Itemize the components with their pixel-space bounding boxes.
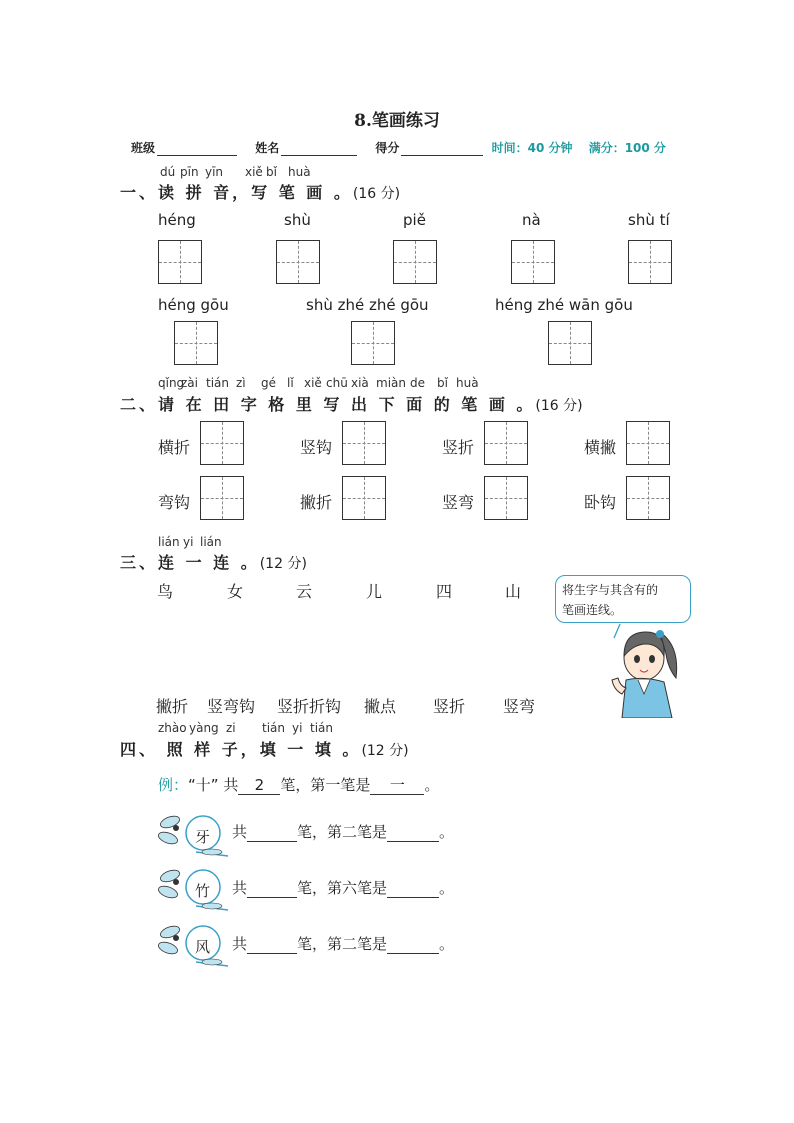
pinyin: miàn xyxy=(376,376,406,390)
full-score-text: 满分：100 分 xyxy=(588,141,666,155)
score-blank[interactable] xyxy=(401,143,483,156)
dragonfly-badge xyxy=(156,866,236,912)
pinyin: gé xyxy=(261,376,276,390)
pinyin: qǐng xyxy=(158,376,185,390)
bubble-line: 笔画连线。 xyxy=(562,603,623,617)
match-char[interactable]: 鸟 xyxy=(157,582,174,601)
tian-grid-box[interactable] xyxy=(393,240,437,284)
example-line xyxy=(158,774,439,795)
pinyin-label: nà xyxy=(522,211,541,229)
class-label: 班级 xyxy=(131,141,156,155)
section-heading xyxy=(120,737,409,760)
stroke-label: 竖折 xyxy=(442,438,475,457)
pinyin-label: shù xyxy=(284,211,311,229)
pinyin: zài xyxy=(181,376,198,390)
answer-blank[interactable] xyxy=(387,935,439,954)
mid-text: 笔，第六笔是 xyxy=(297,879,388,897)
pinyin: zi xyxy=(226,721,236,735)
pinyin: yi xyxy=(183,535,194,549)
end-text: 。 xyxy=(439,823,455,841)
girl-illustration xyxy=(600,618,692,718)
tian-grid-box[interactable] xyxy=(351,321,395,365)
stroke-label: 横折 xyxy=(158,438,191,457)
tian-grid-box[interactable] xyxy=(342,421,386,465)
tian-grid-box[interactable] xyxy=(200,421,244,465)
example-char: “十” xyxy=(188,776,219,794)
pinyin: dú xyxy=(160,165,176,179)
speech-bubble xyxy=(555,575,691,623)
stroke-label: 横撇 xyxy=(584,438,617,457)
score-label: 得分 xyxy=(375,141,400,155)
mid-text: 笔，第二笔是 xyxy=(297,823,388,841)
pinyin-label: piě xyxy=(403,211,426,229)
section-heading xyxy=(120,550,307,573)
match-char[interactable]: 云 xyxy=(296,582,313,601)
pinyin: lián xyxy=(200,535,222,549)
pinyin: xiě xyxy=(245,165,263,179)
pinyin: de xyxy=(410,376,425,390)
pinyin: bǐ xyxy=(266,165,277,179)
gong-text: 共 xyxy=(232,823,248,841)
pinyin: yi xyxy=(292,721,303,735)
tian-grid-box[interactable] xyxy=(158,240,202,284)
mid-text: 笔，第二笔是 xyxy=(297,935,388,953)
gong-text: 共 xyxy=(232,879,248,897)
item-char: 风 xyxy=(195,938,211,956)
pinyin: bǐ xyxy=(437,376,448,390)
pinyin: huà xyxy=(456,376,479,390)
example-answer: 一 xyxy=(370,776,424,795)
heading-text: 四、 照 样 子，填 一 填 。 xyxy=(120,740,362,759)
tian-grid-box[interactable] xyxy=(342,476,386,520)
answer-blank[interactable] xyxy=(387,879,439,898)
pinyin: yàng xyxy=(189,721,219,735)
pinyin: xià xyxy=(351,376,369,390)
match-char[interactable]: 四 xyxy=(436,582,453,601)
stroke-label: 卧钩 xyxy=(584,493,617,512)
heading-text: 一、读 拼 音，写 笔 画 。 xyxy=(120,183,353,202)
heading-text: 三、连 一 连 。 xyxy=(120,553,260,572)
fill-line xyxy=(232,933,454,954)
section-score: (12 分) xyxy=(361,743,409,759)
item-char: 竹 xyxy=(195,882,211,900)
section-score: (12 分) xyxy=(259,556,307,572)
pinyin: xiě xyxy=(304,376,322,390)
gong-text: 共 xyxy=(232,935,248,953)
match-char[interactable]: 儿 xyxy=(366,582,383,601)
name-blank[interactable] xyxy=(281,143,357,156)
count-blank[interactable] xyxy=(247,879,297,898)
section-score: (16 分) xyxy=(535,398,583,414)
pinyin-label: héng xyxy=(158,211,196,229)
tian-grid-box[interactable] xyxy=(626,421,670,465)
tian-grid-box[interactable] xyxy=(511,240,555,284)
mid-text: 笔，第一笔是 xyxy=(280,776,371,794)
tian-grid-box[interactable] xyxy=(276,240,320,284)
count-blank[interactable] xyxy=(247,823,297,842)
section-score: (16 分) xyxy=(352,186,401,202)
bubble-line: 将生字与其含有的 xyxy=(562,583,659,597)
pinyin: tián xyxy=(310,721,333,735)
section-heading xyxy=(120,392,583,415)
pinyin: pīn xyxy=(180,165,199,179)
pinyin: zhào xyxy=(158,721,187,735)
name-label: 姓名 xyxy=(255,141,280,155)
pinyin-label: shù zhé zhé gōu xyxy=(306,296,429,314)
tian-grid-box[interactable] xyxy=(484,421,528,465)
stroke-label: 撇折 xyxy=(300,493,333,512)
pinyin: yīn xyxy=(205,165,224,179)
fill-line xyxy=(232,821,454,842)
heading-text: 二、请 在 田 字 格 里 写 出 下 面 的 笔 画 。 xyxy=(120,395,536,414)
dragonfly-badge xyxy=(156,812,236,858)
tian-grid-box[interactable] xyxy=(626,476,670,520)
stroke-label: 竖弯 xyxy=(442,493,475,512)
example-count: 2 xyxy=(238,776,280,795)
pinyin-label: héng gōu xyxy=(158,296,229,314)
match-stroke[interactable]: 竖弯钩 xyxy=(207,697,256,716)
tian-grid-box[interactable] xyxy=(200,476,244,520)
item-char: 牙 xyxy=(195,828,211,846)
pinyin: tián xyxy=(206,376,229,390)
match-stroke[interactable]: 竖折折钩 xyxy=(277,697,342,716)
stroke-label: 竖钩 xyxy=(300,438,333,457)
pinyin: zì xyxy=(236,376,246,390)
tian-grid-box[interactable] xyxy=(628,240,672,284)
match-stroke[interactable]: 竖折 xyxy=(433,697,466,716)
pinyin: tián xyxy=(262,721,285,735)
end-text: 。 xyxy=(439,879,455,897)
end-text: 。 xyxy=(424,776,440,794)
time-text: 时间：40 分钟 xyxy=(491,141,573,155)
dragonfly-badge xyxy=(156,922,236,968)
end-text: 。 xyxy=(439,935,455,953)
gong-text: 共 xyxy=(223,776,239,794)
pinyin: lǐ xyxy=(287,376,294,390)
page-title: 8.笔画练习 xyxy=(354,111,440,131)
tian-grid-box[interactable] xyxy=(484,476,528,520)
match-char[interactable]: 女 xyxy=(227,582,244,601)
section-heading xyxy=(120,180,400,203)
example-label: 例： xyxy=(158,776,189,794)
pinyin-label: héng zhé wān gōu xyxy=(495,296,633,314)
match-stroke[interactable]: 竖弯 xyxy=(503,697,536,716)
match-stroke[interactable]: 撇点 xyxy=(364,697,397,716)
tian-grid-box[interactable] xyxy=(174,321,218,365)
match-stroke[interactable]: 撇折 xyxy=(156,697,189,716)
count-blank[interactable] xyxy=(247,935,297,954)
pinyin-label: shù tí xyxy=(628,211,670,229)
pinyin: chū xyxy=(326,376,348,390)
pinyin: huà xyxy=(288,165,311,179)
stroke-label: 弯钩 xyxy=(158,493,191,512)
pinyin: lián xyxy=(158,535,180,549)
tian-grid-box[interactable] xyxy=(548,321,592,365)
match-char[interactable]: 山 xyxy=(505,582,522,601)
fill-line xyxy=(232,877,454,898)
class-blank[interactable] xyxy=(157,143,237,156)
info-line xyxy=(131,139,666,156)
answer-blank[interactable] xyxy=(387,823,439,842)
